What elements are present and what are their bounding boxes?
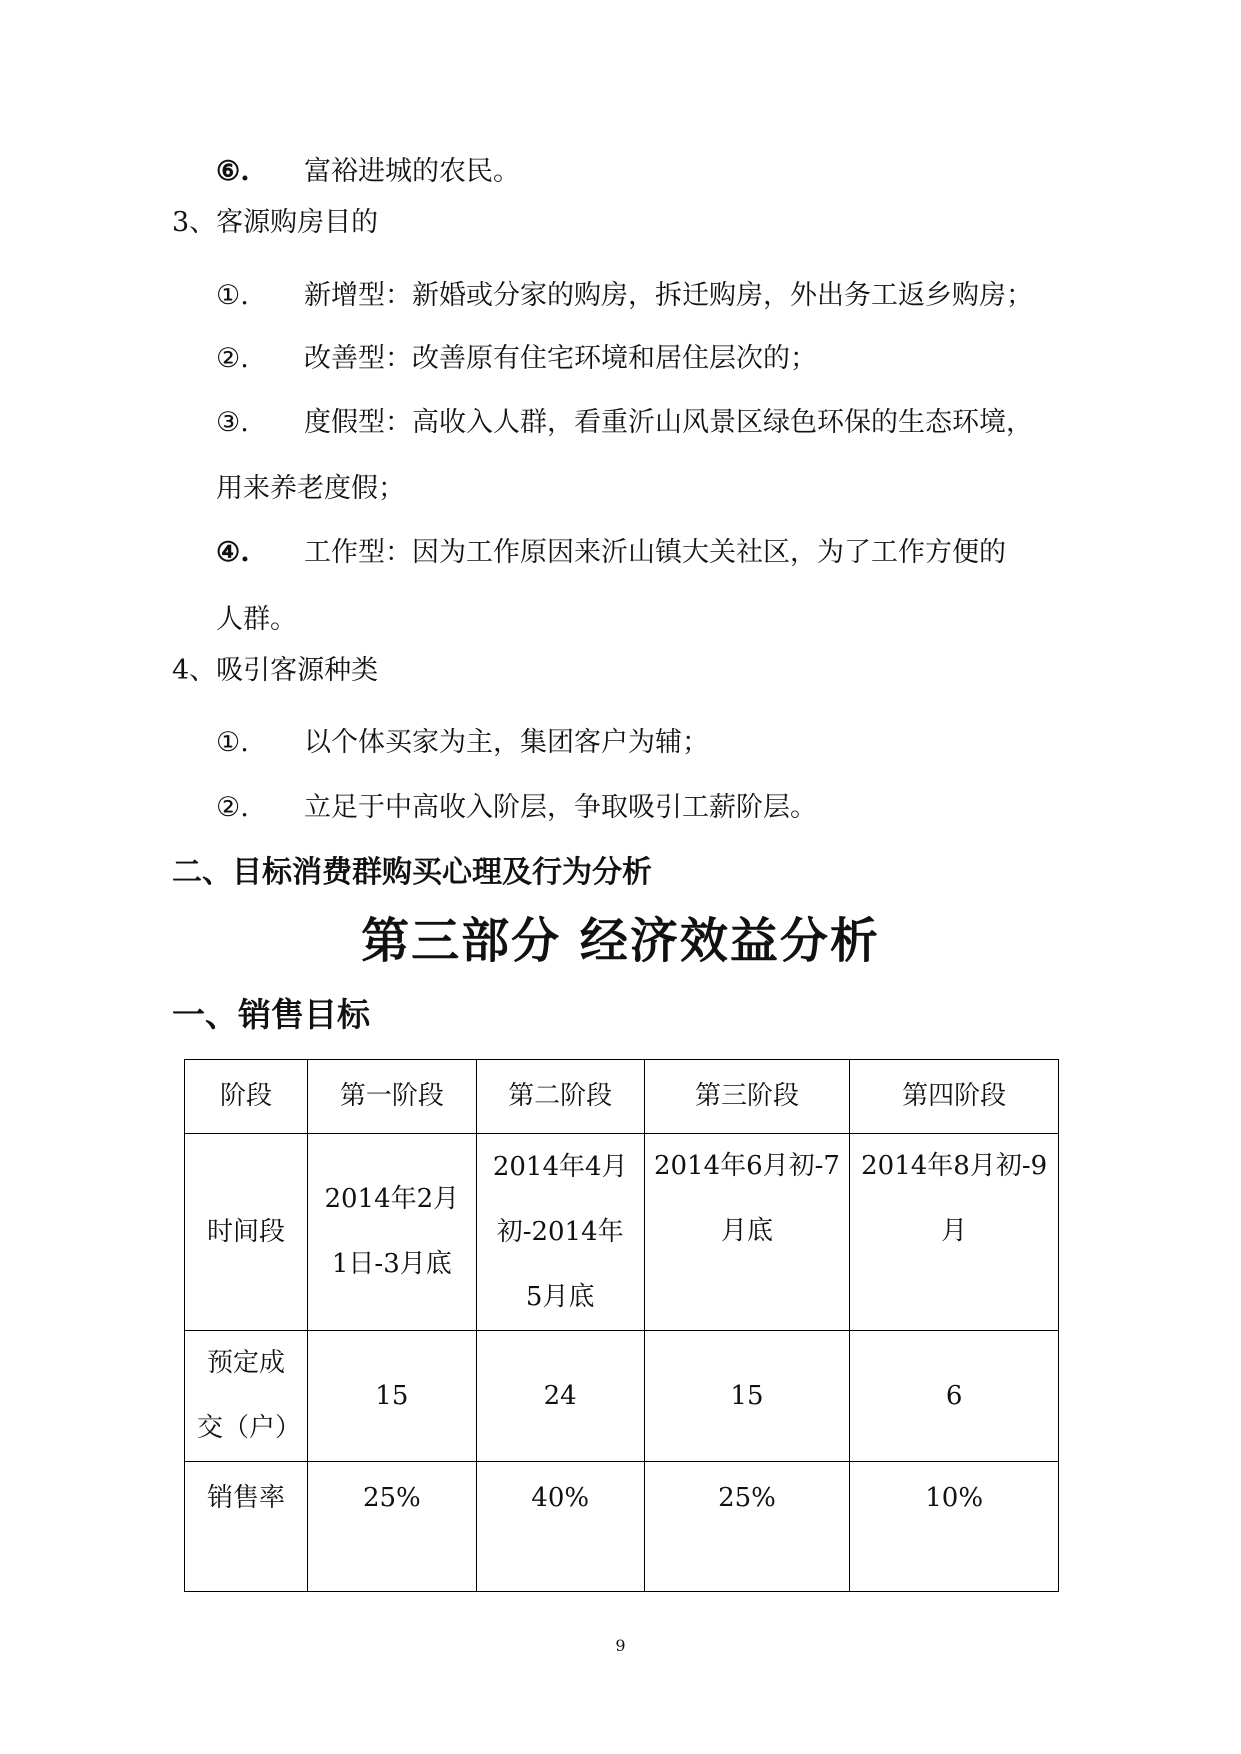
part-title: 第三部分 经济效益分析 xyxy=(361,913,880,969)
table-cell: 24 xyxy=(476,1331,644,1462)
list-item-continuation: 人群。 xyxy=(216,604,297,635)
item-text: 度假型：高收入人群，看重沂山风景区绿色环保的生态环境， xyxy=(304,407,1033,438)
item-number: ④. xyxy=(216,537,250,568)
table-cell: 15 xyxy=(644,1331,850,1462)
table-row xyxy=(185,1331,1059,1462)
list-item xyxy=(216,343,817,375)
table-cell: 销售率 xyxy=(185,1462,308,1592)
table-cell: 第一阶段 xyxy=(307,1060,476,1134)
list-item xyxy=(216,727,709,759)
table-cell: 第四阶段 xyxy=(850,1060,1059,1134)
table-row xyxy=(185,1462,1059,1592)
section-heading: 3、客源购房目的 xyxy=(172,207,379,238)
page-number: 9 xyxy=(615,1636,626,1655)
item-number: ②. xyxy=(216,343,249,374)
table-row xyxy=(185,1060,1059,1134)
table-cell: 2014年2月1日-3月底 xyxy=(307,1134,476,1331)
table-cell: 40% xyxy=(476,1462,644,1592)
heading-target-consumer: 二、目标消费群购买心理及行为分析 xyxy=(172,855,652,890)
table-cell: 时间段 xyxy=(185,1134,308,1331)
list-item xyxy=(216,156,520,188)
list-item xyxy=(216,792,817,824)
item-text: 改善型：改善原有住宅环境和居住层次的； xyxy=(304,343,817,374)
table-row xyxy=(185,1134,1059,1331)
table-cell: 阶段 xyxy=(185,1060,308,1134)
section-heading: 4、吸引客源种类 xyxy=(172,655,379,686)
table-cell: 第二阶段 xyxy=(476,1060,644,1134)
list-item xyxy=(216,537,1006,569)
list-item-continuation: 用来养老度假； xyxy=(216,473,405,504)
item-number: ①. xyxy=(216,727,249,758)
table-cell: 25% xyxy=(644,1462,850,1592)
sales-target-table xyxy=(184,1059,1059,1592)
table-cell: 2014年6月初-7月底 xyxy=(644,1134,850,1331)
list-item xyxy=(216,407,1033,439)
item-number: ②. xyxy=(216,792,249,823)
item-text: 工作型：因为工作原因来沂山镇大关社区，为了工作方便的 xyxy=(304,537,1006,568)
table-cell: 10% xyxy=(850,1462,1059,1592)
item-number: ①. xyxy=(216,280,249,311)
item-text: 新增型：新婚或分家的购房，拆迁购房，外出务工返乡购房； xyxy=(304,280,1033,311)
item-text: 立足于中高收入阶层，争取吸引工薪阶层。 xyxy=(304,792,817,823)
item-text: 富裕进城的农民。 xyxy=(304,156,520,187)
table-cell: 15 xyxy=(307,1331,476,1462)
item-number: ⑥. xyxy=(216,156,250,187)
table-cell: 25% xyxy=(307,1462,476,1592)
table-cell: 2014年4月初-2014年5月底 xyxy=(476,1134,644,1331)
heading-sales-target: 一、销售目标 xyxy=(172,995,370,1034)
item-text: 以个体买家为主，集团客户为辅； xyxy=(304,727,709,758)
item-number: ③. xyxy=(216,407,249,438)
table-cell: 预定成交（户） xyxy=(185,1331,308,1462)
table-cell: 2014年8月初-9月 xyxy=(850,1134,1059,1331)
table-cell: 6 xyxy=(850,1331,1059,1462)
table-cell: 第三阶段 xyxy=(644,1060,850,1134)
list-item xyxy=(216,280,1033,312)
